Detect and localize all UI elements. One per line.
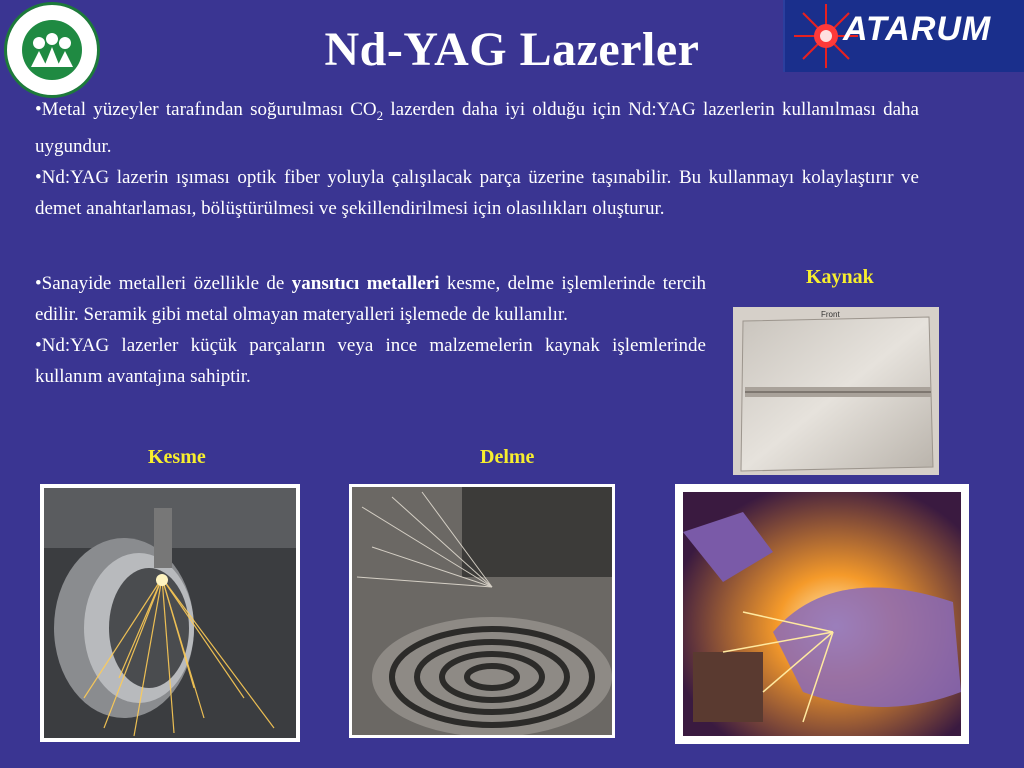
cutting-photo bbox=[44, 488, 296, 738]
cutting-photo-frame bbox=[40, 484, 300, 742]
paragraph-welding: •Nd:YAG lazerler küçük parçaların veya ince malzemelerin kaynak işlemlerinde kullanım avantajına sahiptir. bbox=[35, 335, 706, 387]
paragraph-co2: •Metal yüzeyler tarafından soğurulması $CO_2$ lazerden daha iyi olduğu için Nd:YAG lazerlerin kullanılması daha uygundur. bbox=[35, 99, 924, 157]
caption-kesme: Kesme bbox=[148, 446, 206, 468]
welding-robot-photo-frame bbox=[675, 484, 969, 744]
paragraph-metals: •Sanayide metalleri özellikle de yansıtıcı metalleri kesme, delme işlemlerinde tercih edilir. Seramik gibi metal olmayan materyalleri işlemede de kullanılır. bbox=[35, 273, 711, 325]
intro-paragraphs bbox=[35, 94, 924, 224]
welding-robot-photo bbox=[683, 492, 961, 736]
application-paragraphs bbox=[35, 268, 711, 392]
caption-delme: Delme bbox=[480, 446, 535, 468]
front-label: Front bbox=[821, 310, 840, 319]
welding-sample-photo bbox=[733, 307, 939, 475]
logo-text: ATARUM bbox=[843, 10, 992, 48]
drilling-photo bbox=[352, 487, 612, 735]
caption-kaynak: Kaynak bbox=[806, 266, 874, 288]
drilling-photo-frame bbox=[349, 484, 615, 738]
paragraph-fiber: •Nd:YAG lazerin ışıması optik fiber yoluyla çalışılacak parça üzerine taşınabilir. Bu kullanmayı kolaylaştırır ve demet anahtarlaması, bölüştürülmesi ve şekillendirilmesi için olasılıkları oluşturur. bbox=[35, 166, 919, 219]
page-title: Nd-YAG Lazerler bbox=[324, 23, 700, 76]
